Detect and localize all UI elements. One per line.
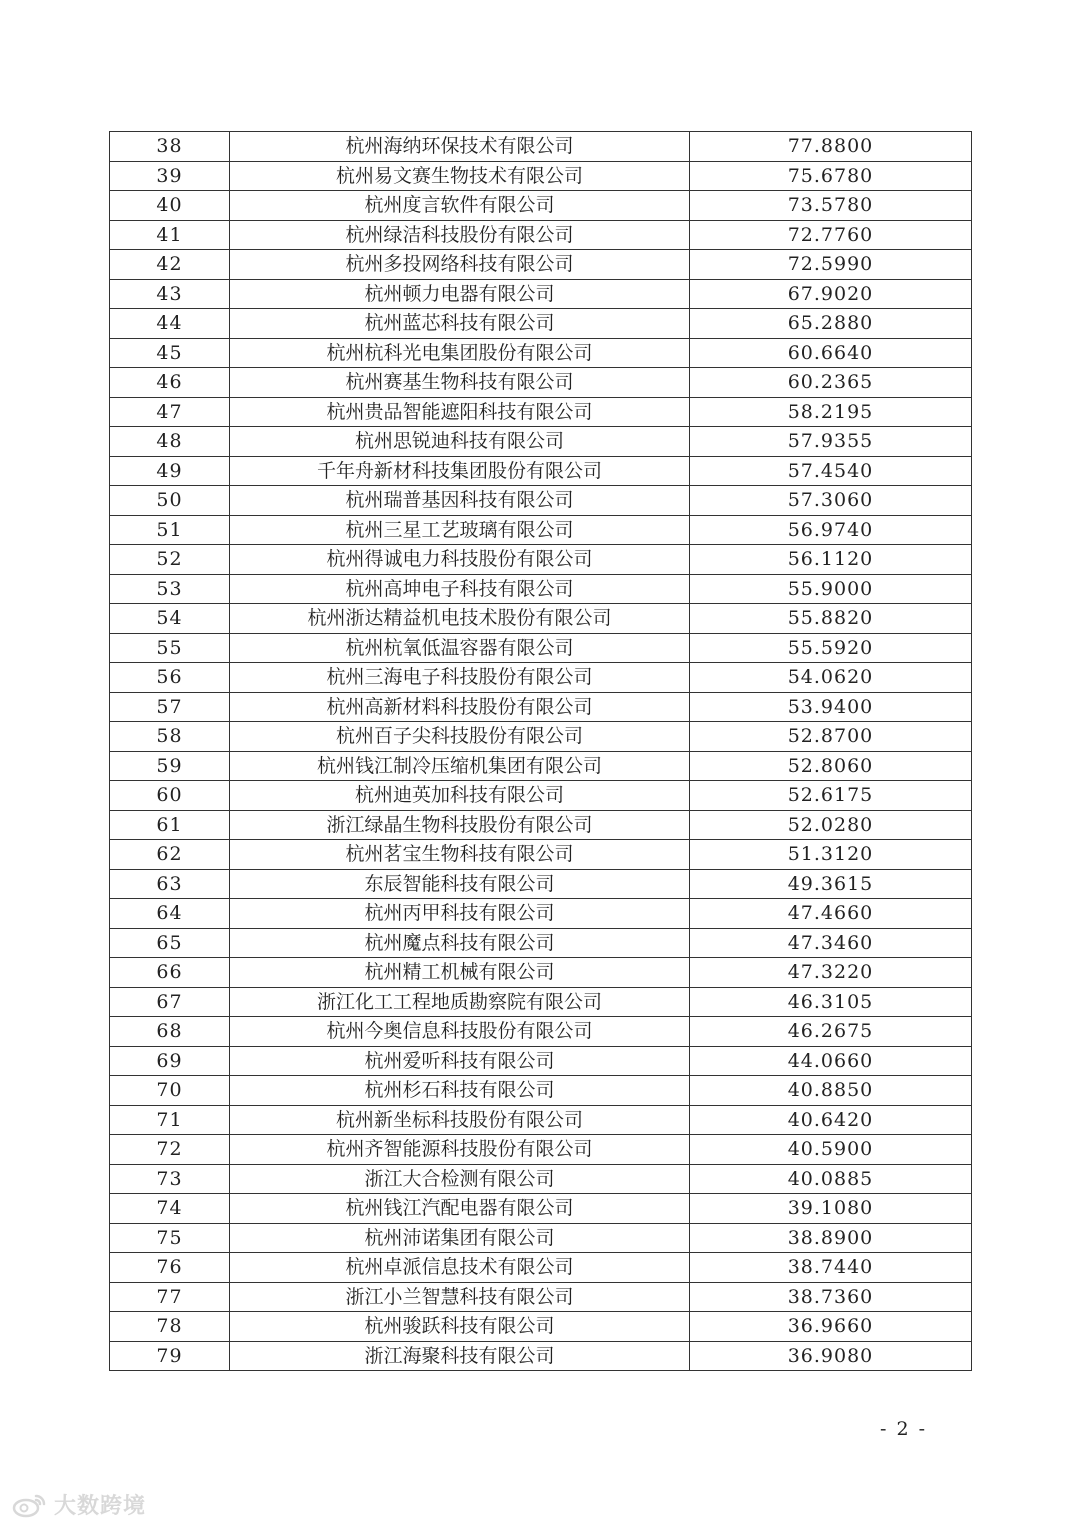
company-name: 杭州杭氧低温容器有限公司: [230, 633, 690, 663]
company-name: 杭州百子尖科技股份有限公司: [230, 722, 690, 752]
score-value: 51.3120: [690, 840, 972, 870]
row-number: 72: [110, 1135, 230, 1165]
table-row: [110, 810, 972, 840]
row-number: 51: [110, 515, 230, 545]
company-name: 杭州齐智能源科技股份有限公司: [230, 1135, 690, 1165]
company-name: 浙江海聚科技有限公司: [230, 1341, 690, 1371]
company-name: 杭州浙达精益机电技术股份有限公司: [230, 604, 690, 634]
company-name: 杭州卓派信息技术有限公司: [230, 1253, 690, 1283]
company-name: 杭州丙甲科技有限公司: [230, 899, 690, 929]
company-name: 杭州迪英加科技有限公司: [230, 781, 690, 811]
company-name: 杭州多投网络科技有限公司: [230, 250, 690, 280]
row-number: 48: [110, 427, 230, 457]
row-number: 47: [110, 397, 230, 427]
company-name: 杭州钱江汽配电器有限公司: [230, 1194, 690, 1224]
row-number: 77: [110, 1282, 230, 1312]
company-name: 杭州骏跃科技有限公司: [230, 1312, 690, 1342]
score-value: 65.2880: [690, 309, 972, 339]
row-number: 61: [110, 810, 230, 840]
score-value: 49.3615: [690, 869, 972, 899]
company-name: 杭州得诚电力科技股份有限公司: [230, 545, 690, 575]
table-row: [110, 338, 972, 368]
row-number: 78: [110, 1312, 230, 1342]
score-value: 36.9660: [690, 1312, 972, 1342]
row-number: 67: [110, 987, 230, 1017]
score-value: 52.8700: [690, 722, 972, 752]
score-value: 55.8820: [690, 604, 972, 634]
table-row: [110, 456, 972, 486]
table-row: [110, 545, 972, 575]
company-name: 杭州易文赛生物技术有限公司: [230, 161, 690, 191]
row-number: 66: [110, 958, 230, 988]
table-row: [110, 633, 972, 663]
score-value: 57.3060: [690, 486, 972, 516]
row-number: 76: [110, 1253, 230, 1283]
table-row: [110, 1017, 972, 1047]
company-name: 杭州钱江制冷压缩机集团有限公司: [230, 751, 690, 781]
score-value: 36.9080: [690, 1341, 972, 1371]
row-number: 49: [110, 456, 230, 486]
table-row: [110, 1194, 972, 1224]
company-name: 千年舟新材科技集团股份有限公司: [230, 456, 690, 486]
company-name: 杭州贵品智能遮阳科技有限公司: [230, 397, 690, 427]
company-name: 浙江化工工程地质勘察院有限公司: [230, 987, 690, 1017]
score-value: 72.5990: [690, 250, 972, 280]
row-number: 79: [110, 1341, 230, 1371]
score-value: 40.0885: [690, 1164, 972, 1194]
table-row: [110, 928, 972, 958]
row-number: 43: [110, 279, 230, 309]
score-value: 40.8850: [690, 1076, 972, 1106]
table-row: [110, 899, 972, 929]
score-value: 60.2365: [690, 368, 972, 398]
row-number: 63: [110, 869, 230, 899]
company-name: 杭州高坤电子科技有限公司: [230, 574, 690, 604]
score-value: 73.5780: [690, 191, 972, 221]
score-value: 47.3220: [690, 958, 972, 988]
score-value: 47.4660: [690, 899, 972, 929]
table-row: [110, 427, 972, 457]
row-number: 70: [110, 1076, 230, 1106]
row-number: 64: [110, 899, 230, 929]
score-value: 53.9400: [690, 692, 972, 722]
score-value: 40.5900: [690, 1135, 972, 1165]
table-row: [110, 191, 972, 221]
company-name: 杭州爱听科技有限公司: [230, 1046, 690, 1076]
table-row: [110, 279, 972, 309]
company-name: 杭州赛基生物科技有限公司: [230, 368, 690, 398]
score-value: 47.3460: [690, 928, 972, 958]
company-name: 杭州精工机械有限公司: [230, 958, 690, 988]
table-row: [110, 574, 972, 604]
table-row: [110, 1046, 972, 1076]
company-name: 杭州魔点科技有限公司: [230, 928, 690, 958]
score-value: 44.0660: [690, 1046, 972, 1076]
company-name: 杭州绿洁科技股份有限公司: [230, 220, 690, 250]
row-number: 39: [110, 161, 230, 191]
score-value: 77.8800: [690, 132, 972, 162]
score-value: 40.6420: [690, 1105, 972, 1135]
score-value: 52.0280: [690, 810, 972, 840]
table-body: [110, 132, 972, 1371]
row-number: 68: [110, 1017, 230, 1047]
company-name: 杭州沛诺集团有限公司: [230, 1223, 690, 1253]
page-number: - 2 -: [880, 1418, 928, 1440]
row-number: 73: [110, 1164, 230, 1194]
score-value: 38.8900: [690, 1223, 972, 1253]
score-value: 46.2675: [690, 1017, 972, 1047]
watermark-text: 大数跨境: [54, 1494, 147, 1519]
score-value: 38.7360: [690, 1282, 972, 1312]
row-number: 74: [110, 1194, 230, 1224]
score-value: 67.9020: [690, 279, 972, 309]
score-value: 55.5920: [690, 633, 972, 663]
table-row: [110, 1223, 972, 1253]
company-name: 杭州海纳环保技术有限公司: [230, 132, 690, 162]
row-number: 57: [110, 692, 230, 722]
company-name: 杭州杭科光电集团股份有限公司: [230, 338, 690, 368]
table-row: [110, 663, 972, 693]
company-name: 杭州蓝芯科技有限公司: [230, 309, 690, 339]
table-row: [110, 1341, 972, 1371]
table-row: [110, 1312, 972, 1342]
company-name: 浙江小兰智慧科技有限公司: [230, 1282, 690, 1312]
row-number: 58: [110, 722, 230, 752]
row-number: 69: [110, 1046, 230, 1076]
row-number: 65: [110, 928, 230, 958]
score-value: 57.4540: [690, 456, 972, 486]
score-value: 57.9355: [690, 427, 972, 457]
table-row: [110, 1282, 972, 1312]
score-value: 58.2195: [690, 397, 972, 427]
score-value: 72.7760: [690, 220, 972, 250]
company-name: 杭州瑞普基因科技有限公司: [230, 486, 690, 516]
company-name: 杭州高新材料科技股份有限公司: [230, 692, 690, 722]
table-row: [110, 840, 972, 870]
company-name: 杭州茗宝生物科技有限公司: [230, 840, 690, 870]
table-row: [110, 1164, 972, 1194]
company-name: 杭州思锐迪科技有限公司: [230, 427, 690, 457]
company-name: 浙江大合检测有限公司: [230, 1164, 690, 1194]
table-row: [110, 692, 972, 722]
company-name: 杭州新坐标科技股份有限公司: [230, 1105, 690, 1135]
table-row: [110, 869, 972, 899]
company-name: 浙江绿晶生物科技股份有限公司: [230, 810, 690, 840]
row-number: 42: [110, 250, 230, 280]
table-row: [110, 722, 972, 752]
row-number: 38: [110, 132, 230, 162]
row-number: 41: [110, 220, 230, 250]
score-value: 38.7440: [690, 1253, 972, 1283]
company-name: 杭州顿力电器有限公司: [230, 279, 690, 309]
row-number: 50: [110, 486, 230, 516]
score-value: 52.8060: [690, 751, 972, 781]
table-row: [110, 220, 972, 250]
company-name: 东辰智能科技有限公司: [230, 869, 690, 899]
table-row: [110, 987, 972, 1017]
row-number: 55: [110, 633, 230, 663]
score-value: 56.9740: [690, 515, 972, 545]
score-value: 55.9000: [690, 574, 972, 604]
table-row: [110, 309, 972, 339]
company-name: 杭州今奥信息科技股份有限公司: [230, 1017, 690, 1047]
table-row: [110, 1135, 972, 1165]
table-row: [110, 397, 972, 427]
row-number: 46: [110, 368, 230, 398]
company-score-table: [109, 131, 972, 1371]
row-number: 40: [110, 191, 230, 221]
company-name: 杭州三海电子科技股份有限公司: [230, 663, 690, 693]
watermark: [12, 1489, 146, 1520]
table-row: [110, 161, 972, 191]
row-number: 44: [110, 309, 230, 339]
weibo-logo-icon: [12, 1492, 48, 1518]
company-name: 杭州度言软件有限公司: [230, 191, 690, 221]
table-row: [110, 486, 972, 516]
table-row: [110, 1076, 972, 1106]
score-value: 52.6175: [690, 781, 972, 811]
score-value: 54.0620: [690, 663, 972, 693]
table-row: [110, 132, 972, 162]
table-row: [110, 250, 972, 280]
score-value: 46.3105: [690, 987, 972, 1017]
row-number: 71: [110, 1105, 230, 1135]
table-row: [110, 604, 972, 634]
score-value: 39.1080: [690, 1194, 972, 1224]
table-row: [110, 751, 972, 781]
row-number: 54: [110, 604, 230, 634]
row-number: 53: [110, 574, 230, 604]
table-row: [110, 1105, 972, 1135]
table-row: [110, 958, 972, 988]
row-number: 62: [110, 840, 230, 870]
row-number: 59: [110, 751, 230, 781]
row-number: 45: [110, 338, 230, 368]
row-number: 60: [110, 781, 230, 811]
row-number: 75: [110, 1223, 230, 1253]
company-name: 杭州杉石科技有限公司: [230, 1076, 690, 1106]
table-row: [110, 781, 972, 811]
row-number: 52: [110, 545, 230, 575]
score-value: 56.1120: [690, 545, 972, 575]
table-row: [110, 1253, 972, 1283]
score-value: 75.6780: [690, 161, 972, 191]
company-name: 杭州三星工艺玻璃有限公司: [230, 515, 690, 545]
table-row: [110, 515, 972, 545]
row-number: 56: [110, 663, 230, 693]
score-value: 60.6640: [690, 338, 972, 368]
table-row: [110, 368, 972, 398]
